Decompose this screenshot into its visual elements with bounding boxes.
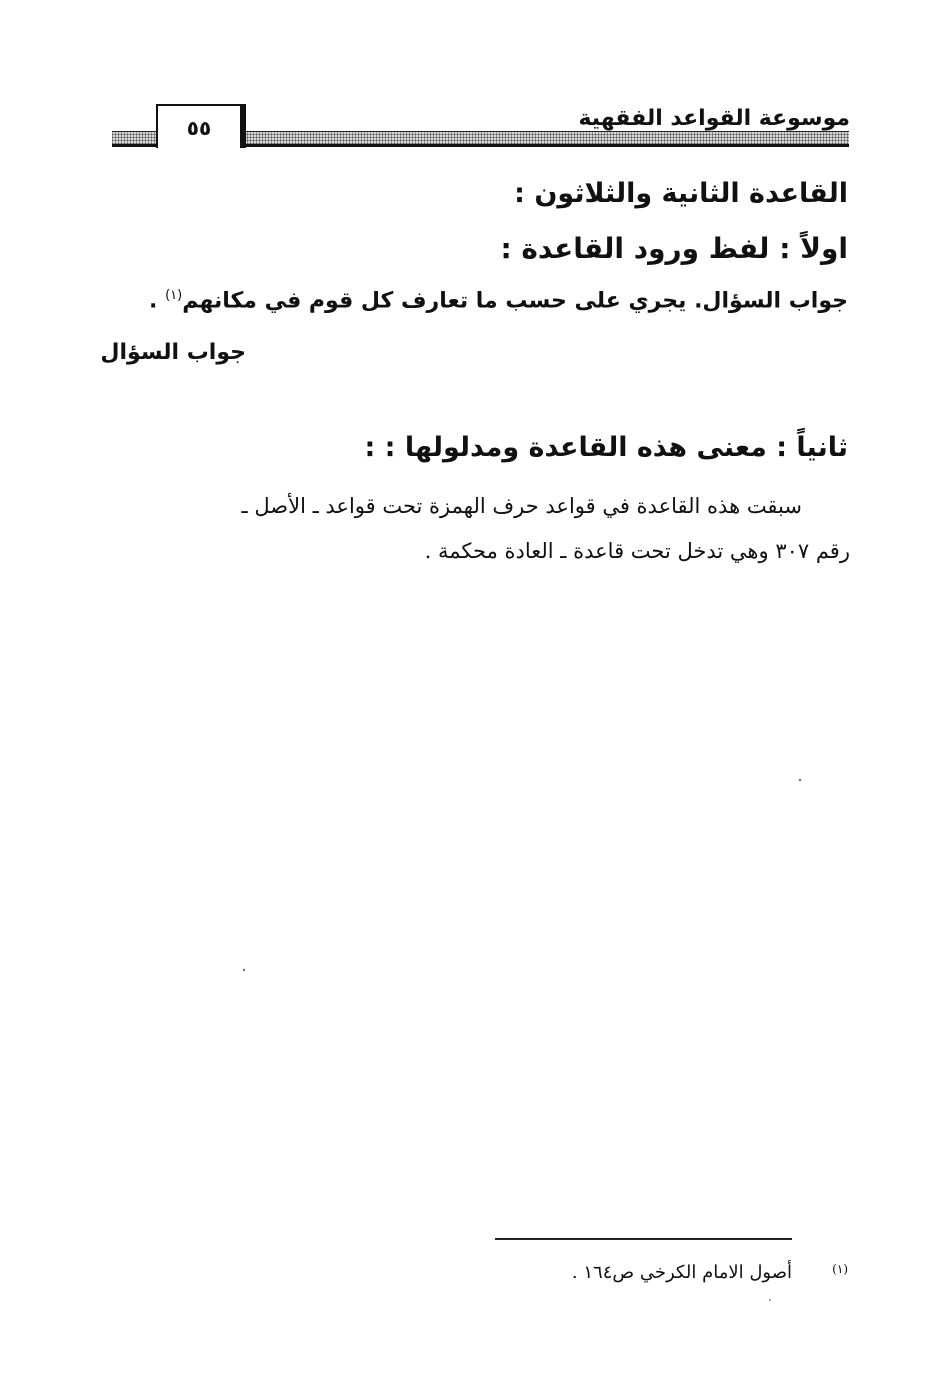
- page-number-box: [156, 104, 242, 148]
- section2-heading: ثانياً : معنى هذه القاعدة ومدلولها : :: [364, 432, 848, 463]
- rule-title: القاعدة الثانية والثلاثون :: [514, 178, 848, 209]
- rule-text-end: .: [149, 288, 158, 314]
- rule-text-body: جواب السؤال. يجري على حسب ما تعارف كل قوم في مكانهم: [182, 288, 848, 314]
- rule-text: [149, 288, 848, 313]
- running-title: موسوعة القواعد الفقهية: [578, 106, 850, 131]
- explanation-paragraph: [110, 484, 850, 574]
- footnote-separator: [495, 1238, 792, 1240]
- section1-heading: اولاً : لفظ ورود القاعدة :: [500, 232, 848, 265]
- rule-short-form: جواب السؤال: [100, 340, 246, 365]
- page-number: ٥٥: [186, 116, 212, 140]
- footnote-reference: (١): [165, 288, 183, 303]
- footnote-marker: (١): [832, 1262, 848, 1276]
- paragraph-line-2: رقم ٣٠٧ وهي تدخل تحت قاعدة ـ العادة محكمة .: [424, 539, 850, 563]
- footnote-text: أصول الامام الكرخي ص١٦٤ .: [571, 1262, 792, 1283]
- paragraph-line-1: سبقت هذه القاعدة في قواعد حرف الهمزة تحت قواعد ـ الأصل ـ: [241, 494, 802, 518]
